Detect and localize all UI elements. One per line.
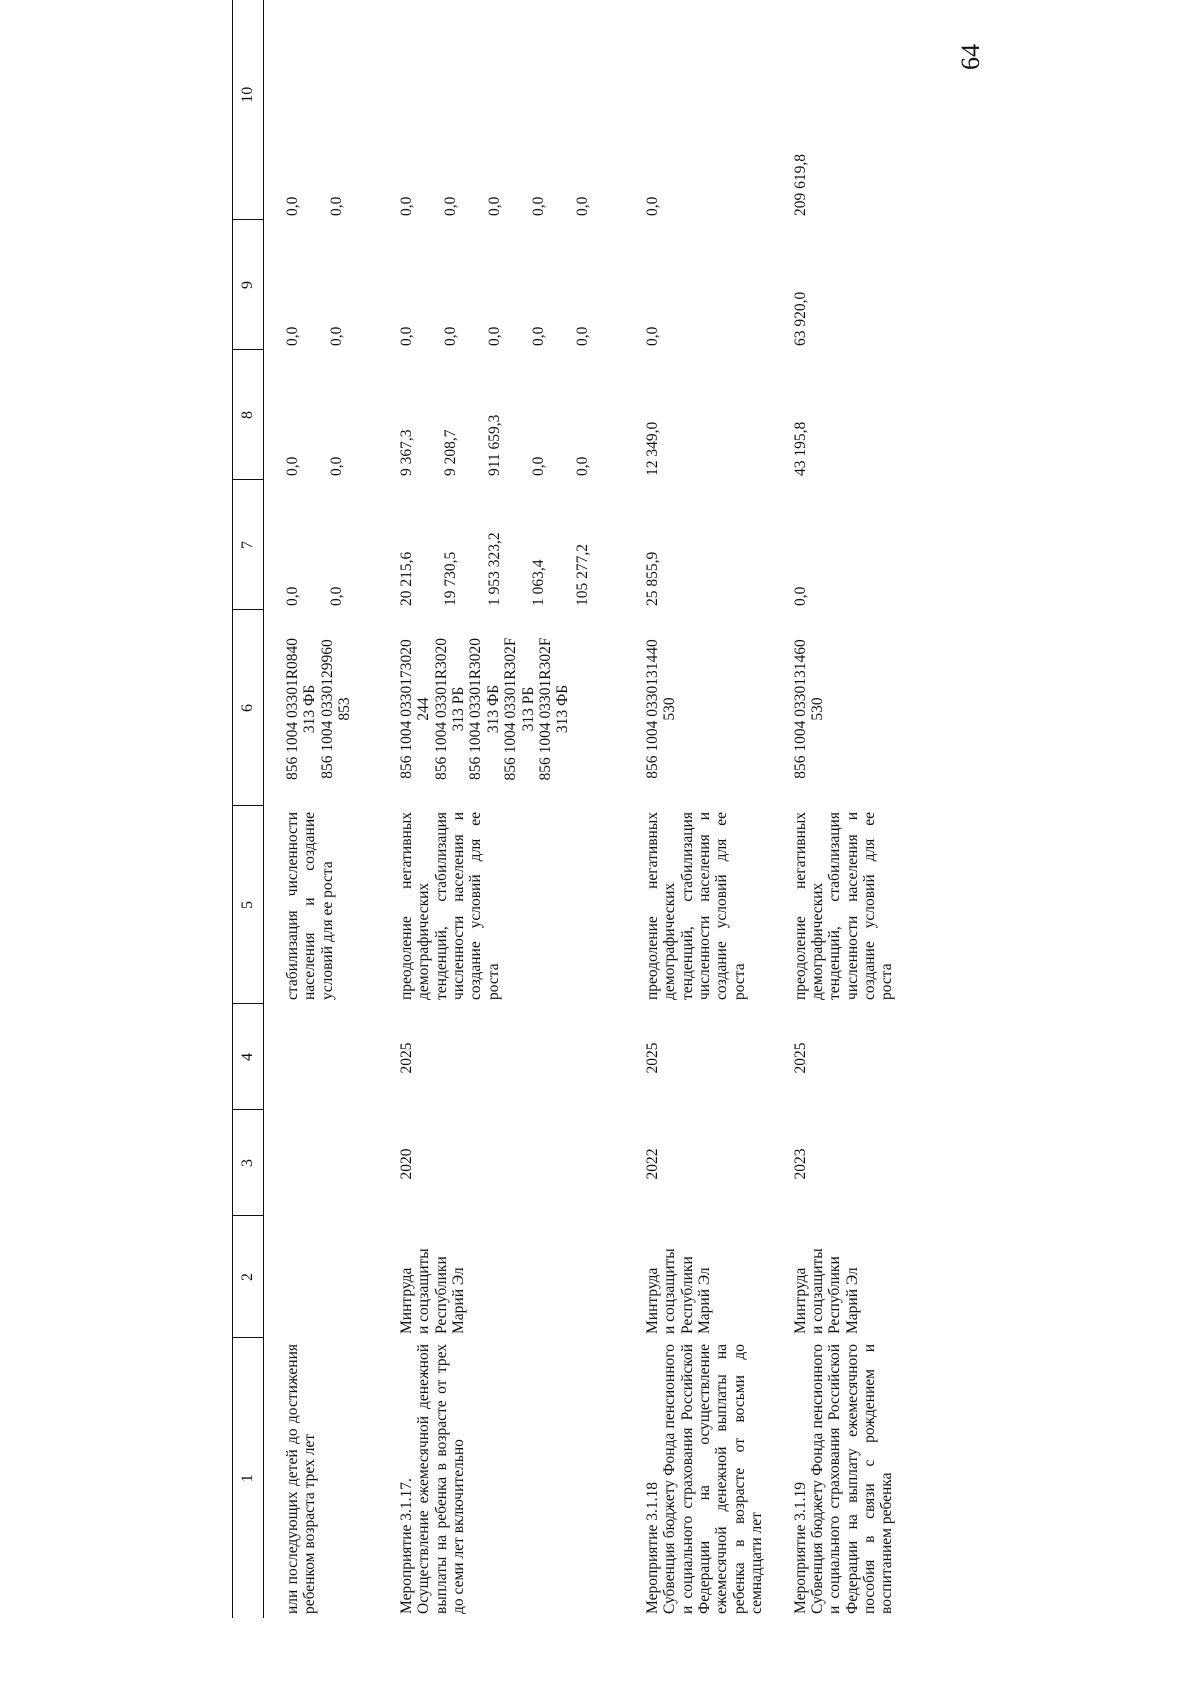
spacer-cell [372,1004,398,1110]
amount-value: 1 953 323,2 [486,532,503,606]
spacer-cell [372,350,398,480]
amount-value: 105 277,2 [574,544,591,606]
budget-code-line: 313 ФБ [554,684,572,734]
executor-line: Минтруда [791,1267,809,1334]
executor-line: Минтруда [398,1267,415,1334]
spacer-cell [618,1216,644,1338]
activity-text: Субвенция бюджету Фонда пенсионного и социального страхования Российской Федерации на выплату ежемесячного пособия в связи с рождением и воспитанием ребенка [808,1344,896,1614]
budget-code-line: 856 1004 03301R0840 [284,637,301,781]
expected-result-text: преодоление негативных демографических тенденций, стабилизация численности населения и создание условий для ее роста [791,812,896,1000]
executor-line: Республики [826,1256,844,1334]
amount-value: 209 619,8 [791,154,809,216]
budget-code-line: 856 1004 0330173020 [398,639,415,779]
amount-value: 0,0 [486,326,503,346]
expected-result-text: преодоление негативных демографических тенденций, стабилизация численности населения и создание условий для ее роста [398,812,502,1000]
executor-line: Марий Эл [843,1267,861,1334]
expected-result-text: стабилизация численности населения и создание условий для ее роста [284,812,336,1000]
table-row [264,0,373,1618]
spacer-cell [618,220,644,350]
executor-cell [644,1216,766,1338]
amount-value: 0,0 [644,326,661,346]
amount-value: 0,0 [530,196,547,216]
activity-cell [398,1338,618,1618]
amount-value: 0,0 [486,196,503,216]
amount-value: 0,0 [574,326,591,346]
amount-cell [264,0,373,220]
amount-value: 63 920,0 [791,291,809,346]
amount-value: 12 349,0 [644,421,661,476]
executor-line: и соцзащиты [661,1248,679,1334]
page-number: 64 [956,44,985,70]
table-body [264,0,896,1618]
start-year-cell [264,1110,373,1216]
spacer-cell [618,610,644,806]
executor-line: и соцзащиты [415,1248,433,1334]
executor-line: Марий Эл [696,1267,714,1334]
executor-line: Марий Эл [450,1267,468,1334]
spacer-cell [766,350,792,480]
row-spacer [372,0,398,1618]
spacer-cell [618,350,644,480]
activity-text: Мероприятие 3.1.17. [398,1478,415,1614]
expected-result-cell [644,806,766,1004]
amount-value: 0,0 [284,586,301,606]
amount-cell [644,350,766,480]
amount-value: 0,0 [398,196,415,216]
expected-result-cell [264,806,373,1004]
spacer-cell [372,1110,398,1216]
spacer-cell [372,480,398,610]
amount-value: 0,0 [398,326,415,346]
amount-value: 911 659,3 [486,414,503,476]
amount-value: 0,0 [574,196,591,216]
executor-line: и соцзащиты [808,1248,826,1334]
executor-cell [792,1216,896,1338]
activity-text: Субвенция бюджету Фонда пенсионного и социального страхования Российской Федерации на осуществление ежемесячной денежной выплаты на ребенка в возрасте от восьми до семнадцати лет [661,1344,766,1614]
header-cell: 2 [233,1216,264,1338]
amount-cell [644,0,766,220]
budget-code-line: 853 [336,697,354,721]
amount-cell [398,220,618,350]
spacer-cell [766,1110,792,1216]
amount-cell [398,480,618,610]
executor-line: Минтруда [644,1267,661,1334]
amount-value: 25 855,9 [644,551,661,606]
budget-code-line: 856 1004 03301R3020 [467,637,485,781]
amount-value: 0,0 [328,586,345,606]
amount-cell [644,220,766,350]
spacer-cell [766,1216,792,1338]
budget-code-line: 530 [808,697,826,721]
budget-code-line: 856 1004 03301R3020 [432,637,450,781]
end-year-cell: 2025 [398,1042,415,1074]
executor-cell [264,1216,373,1338]
expected-result-cell [792,806,896,1004]
activity-cell [264,1338,373,1618]
amount-cell [644,480,766,610]
header-cell: 6 [233,610,264,806]
amount-cell [398,0,618,220]
program-activities-table [232,0,896,1618]
activity-cell [792,1338,896,1618]
amount-value: 43 195,8 [791,421,809,476]
spacer-cell [372,1216,398,1338]
spacer-cell [766,806,792,1004]
activity-text: Мероприятие 3.1.19 [791,1482,809,1614]
expected-result-cell [398,806,618,1004]
amount-cell [792,350,896,480]
activity-text: или последующих детей до достижения ребенком возраста трех лет [284,1344,319,1614]
amount-value: 0,0 [530,456,547,476]
amount-value: 0,0 [530,326,547,346]
amount-value: 19 730,5 [442,551,459,606]
spacer-cell [372,806,398,1004]
amount-value: 0,0 [644,196,661,216]
amount-cell [264,350,373,480]
budget-code-line: 313 РБ [450,686,468,732]
amount-value: 0,0 [328,456,345,476]
start-year-cell: 2020 [398,1148,415,1180]
header-cell: 9 [233,220,264,350]
header-cell: 5 [233,806,264,1004]
spacer-cell [766,0,792,220]
spacer-cell [372,1338,398,1618]
row-spacer [766,0,792,1618]
budget-code-cell [264,610,373,806]
rotated-table-container [232,70,962,1618]
amount-value: 20 215,6 [398,551,415,606]
spacer-cell [618,1338,644,1618]
spacer-cell [618,806,644,1004]
amount-value: 1 063,4 [530,559,547,606]
header-cell: 7 [233,480,264,610]
spacer-cell [372,0,398,220]
amount-value: 9 367,3 [398,429,415,476]
table-row [792,0,896,1618]
header-cell: 10 [233,0,264,220]
budget-code-line: 244 [415,697,433,721]
amount-value: 0,0 [442,326,459,346]
spacer-cell [766,1004,792,1110]
spacer-cell [766,1338,792,1618]
spacer-cell [766,220,792,350]
header-cell: 4 [233,1004,264,1110]
activity-cell [644,1338,766,1618]
spacer-cell [372,610,398,806]
expected-result-text: преодоление негативных демографических тенденций, стабилизация численности населения и создание условий для ее роста [644,812,748,1000]
amount-value: 0,0 [328,326,345,346]
budget-code-cell [792,610,896,806]
table-row [644,0,766,1618]
executor-line: Республики [432,1256,450,1334]
amount-value: 0,0 [574,456,591,476]
spacer-cell [618,0,644,220]
amount-value: 0,0 [328,196,345,216]
budget-code-line: 530 [661,697,679,721]
amount-cell [398,350,618,480]
amount-value: 0,0 [284,326,301,346]
header-cell: 1 [233,1338,264,1618]
spacer-cell [766,610,792,806]
executor-cell [398,1216,618,1338]
start-year-cell: 2023 [791,1148,809,1180]
budget-code-line: 856 1004 0330131460 [791,639,809,779]
executor-line: Республики [678,1256,696,1334]
spacer-cell [618,480,644,610]
budget-code-line: 856 1004 03301R302F [502,637,520,781]
amount-cell [792,0,896,220]
start-year-cell: 2022 [644,1148,661,1180]
amount-cell [264,480,373,610]
budget-code-cell [644,610,766,806]
amount-cell [792,480,896,610]
budget-code-line: 313 РБ [519,686,537,732]
budget-code-line: 313 ФБ [484,684,502,734]
budget-code-line: 313 ФБ [301,684,319,734]
amount-cell [264,220,373,350]
amount-value: 0,0 [284,196,301,216]
budget-code-cell [398,610,618,806]
amount-value: 9 208,7 [442,429,459,476]
spacer-cell [618,1004,644,1110]
activity-text: Мероприятие 3.1.18 [644,1482,661,1614]
row-spacer [618,0,644,1618]
spacer-cell [766,480,792,610]
activity-text: Осуществление ежемесячной денежной выплаты на ребенка в возрасте от трех до семи лет включительно [415,1344,468,1614]
spacer-cell [372,220,398,350]
amount-value: 0,0 [284,456,301,476]
budget-code-line: 856 1004 03301R302F [536,637,554,781]
header-row [233,0,264,1618]
header-cell: 8 [233,350,264,480]
budget-code-line: 856 1004 0330131440 [644,639,661,779]
amount-value: 0,0 [442,196,459,216]
budget-code-line: 856 1004 0330129960 [318,639,336,779]
end-year-cell: 2025 [644,1042,661,1074]
amount-cell [792,220,896,350]
spacer-cell [618,1110,644,1216]
end-year-cell [264,1004,373,1110]
amount-value: 0,0 [791,586,809,606]
header-cell: 3 [233,1110,264,1216]
table-row [398,0,618,1618]
end-year-cell: 2025 [791,1042,809,1074]
